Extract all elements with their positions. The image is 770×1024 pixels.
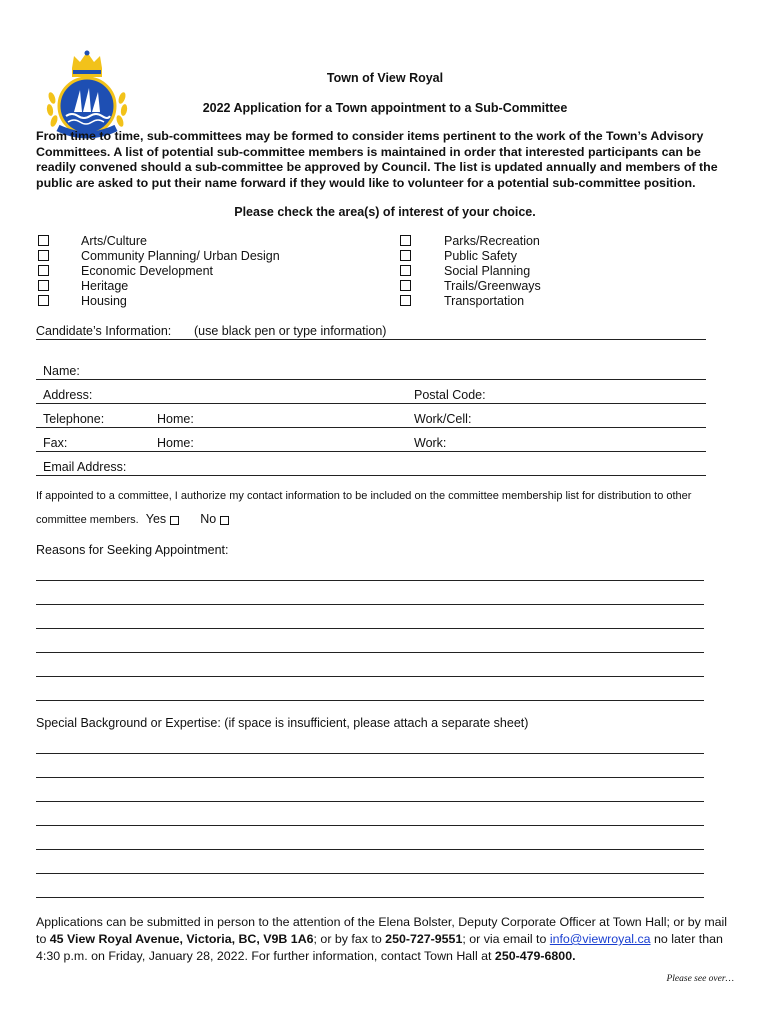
background-line[interactable] xyxy=(36,897,704,898)
consent-text-line2: committee members. xyxy=(36,514,139,526)
area-option[interactable] xyxy=(38,249,368,264)
no-checkbox[interactable] xyxy=(220,516,229,525)
checkbox[interactable] xyxy=(38,235,49,246)
area-option[interactable] xyxy=(400,249,730,264)
areas-instruction: Please check the area(s) of interest of your choice. xyxy=(234,205,536,219)
candidate-section-note: (use black pen or type information) xyxy=(194,324,387,338)
candidate-section-label: Candidate’s Information: xyxy=(36,324,172,338)
footer-text: Applications can be submitted in person to the attention of the Elena Bolster, Deputy Corporate Officer at Town Hall; or by mail to xyxy=(36,915,728,946)
submission-instructions xyxy=(36,914,736,965)
areas-left-column xyxy=(38,234,368,309)
area-option[interactable] xyxy=(400,264,730,279)
reasons-line[interactable] xyxy=(36,604,704,605)
area-label: Economic Development xyxy=(81,264,214,278)
reasons-line[interactable] xyxy=(36,676,704,677)
background-label: Special Background or Expertise: (if space is insufficient, please attach a separate sheet) xyxy=(36,716,529,730)
area-option[interactable] xyxy=(400,234,730,249)
footer-text: ; or by fax to xyxy=(313,932,386,946)
reasons-line[interactable] xyxy=(36,652,704,653)
areas-right-column xyxy=(400,234,730,309)
area-option[interactable] xyxy=(38,264,368,279)
please-see-over: Please see over… xyxy=(666,974,734,984)
background-line[interactable] xyxy=(36,849,704,850)
background-line[interactable] xyxy=(36,873,704,874)
email-field-line[interactable] xyxy=(36,475,706,476)
work-cell-label: Work/Cell: xyxy=(414,412,472,426)
work-fax-label: Work: xyxy=(414,436,447,450)
telephone-label: Telephone: xyxy=(43,412,105,426)
background-line[interactable] xyxy=(36,801,704,802)
reasons-line[interactable] xyxy=(36,628,704,629)
area-label: Social Planning xyxy=(444,264,531,278)
checkbox[interactable] xyxy=(400,235,411,246)
town-hall-phone: 250-479-6800. xyxy=(494,949,576,963)
background-line[interactable] xyxy=(36,753,704,754)
org-name: Town of View Royal xyxy=(326,71,444,85)
checkbox[interactable] xyxy=(400,250,411,261)
area-label: Public Safety xyxy=(444,249,517,263)
area-option[interactable] xyxy=(38,279,368,294)
footer-text: ; or via email to xyxy=(462,932,550,946)
area-option[interactable] xyxy=(400,279,730,294)
name-label: Name: xyxy=(43,364,80,378)
fax-number: 250-727-9551 xyxy=(385,932,463,946)
postal-code-label: Postal Code: xyxy=(414,388,486,402)
area-label: Transportation xyxy=(444,294,525,308)
reasons-line[interactable] xyxy=(36,580,704,581)
area-option[interactable] xyxy=(38,234,368,249)
checkbox[interactable] xyxy=(38,265,49,276)
checkbox[interactable] xyxy=(38,295,49,306)
area-option[interactable] xyxy=(400,294,730,309)
home-phone-label: Home: xyxy=(157,412,194,426)
area-label: Housing xyxy=(81,294,127,308)
form-title: 2022 Application for a Town appointment to a Sub-Committee xyxy=(202,101,568,115)
checkbox[interactable] xyxy=(400,265,411,276)
area-option[interactable] xyxy=(38,294,368,309)
reasons-line[interactable] xyxy=(36,700,704,701)
background-line[interactable] xyxy=(36,777,704,778)
name-field-line[interactable] xyxy=(36,379,706,380)
area-label: Heritage xyxy=(81,279,129,293)
email-link[interactable]: info@viewroyal.ca xyxy=(549,932,651,946)
consent-text: If appointed to a committee, I authorize my contact information to be included on the committee membership list for distribution to other xyxy=(36,490,692,502)
fax-label: Fax: xyxy=(43,436,68,450)
yes-checkbox[interactable] xyxy=(170,516,179,525)
area-label: Arts/Culture xyxy=(81,234,147,248)
yes-label: Yes xyxy=(145,512,167,526)
consent-row xyxy=(36,512,736,526)
background-line[interactable] xyxy=(36,825,704,826)
mailing-address: 45 View Royal Avenue, Victoria, BC, V9B 1A6 xyxy=(49,932,314,946)
email-label: Email Address: xyxy=(43,460,127,474)
intro-paragraph: From time to time, sub-committees may be formed to consider items pertinent to the work of the Town’s Advisory Committees. A list of potential sub-committee members is maintained in order that interested participants can be readily convened should a sub-committee be approved by Council. The list is updated annually and members of the public are asked to put their name forward if they would like to volunteer for a potential sub-committee position. xyxy=(36,129,718,190)
checkbox[interactable] xyxy=(38,250,49,261)
fax-field-line[interactable] xyxy=(36,451,706,452)
checkbox[interactable] xyxy=(38,280,49,291)
town-crest-logo xyxy=(44,48,130,140)
reasons-label: Reasons for Seeking Appointment: xyxy=(36,543,229,557)
checkbox[interactable] xyxy=(400,280,411,291)
area-label: Trails/Greenways xyxy=(444,279,541,293)
address-label: Address: xyxy=(43,388,93,402)
address-field-line[interactable] xyxy=(36,403,706,404)
home-fax-label: Home: xyxy=(157,436,194,450)
area-label: Community Planning/ Urban Design xyxy=(81,249,280,263)
divider xyxy=(36,339,706,340)
no-label: No xyxy=(200,512,217,526)
telephone-field-line[interactable] xyxy=(36,427,706,428)
footer-text: no later than 4:30 p.m. on Friday, January 28, 2022. For further information, contact Town Hall at xyxy=(36,932,723,963)
area-label: Parks/Recreation xyxy=(444,234,540,248)
checkbox[interactable] xyxy=(400,295,411,306)
